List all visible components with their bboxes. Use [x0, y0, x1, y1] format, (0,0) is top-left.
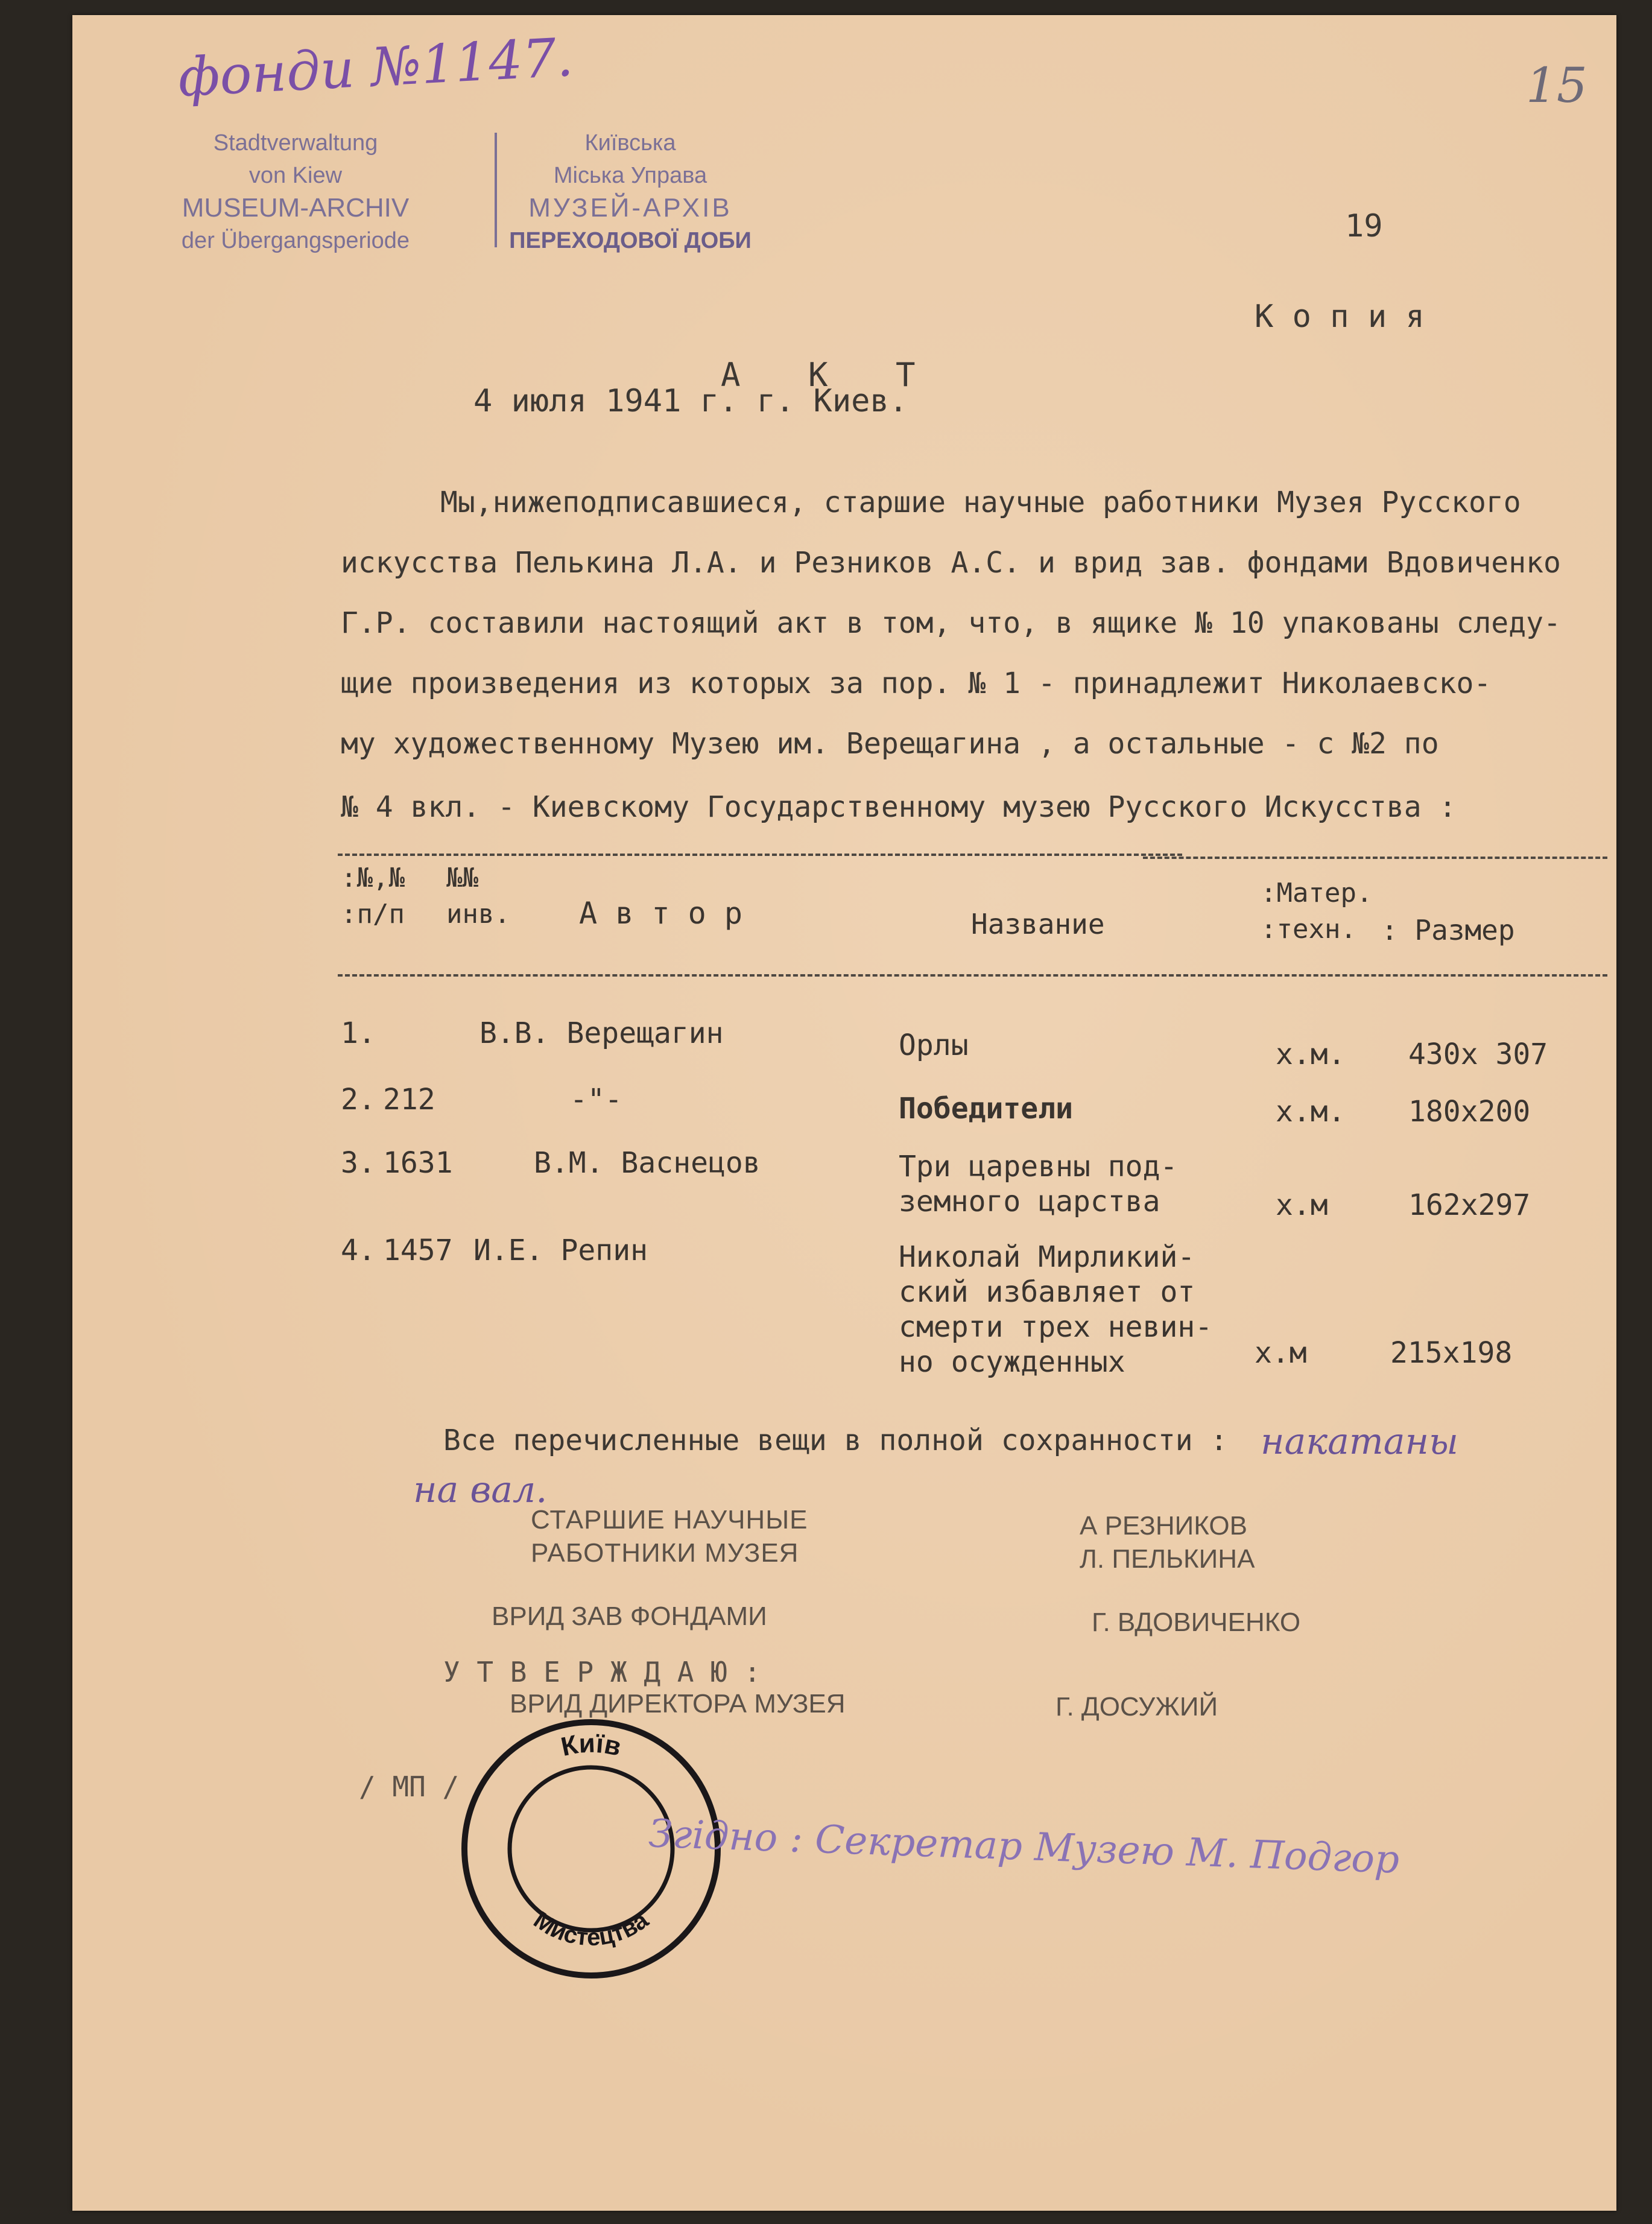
year-mark: 19 [1345, 208, 1383, 244]
row-size: 215х198 [1390, 1336, 1513, 1370]
signature-name: Л. ПЕЛЬКИНА [1080, 1544, 1255, 1574]
stamp-line: ПЕРЕХОДОВОЇ ДОБИ [509, 228, 752, 253]
row-tech: х.м. [1276, 1095, 1346, 1129]
row-tech: х.м [1276, 1188, 1328, 1222]
body-line: Мы,нижеподписавшиеся, старшие научные работники Музея Русского [440, 486, 1521, 519]
certification-note: Згідно : Секретар Музею М. Подгор [648, 1811, 1400, 1883]
seal-bottom-text: Мистецтва [528, 1906, 654, 1951]
copy-label: К о п и я [1255, 299, 1425, 335]
approve-name: Г. ДОСУЖИЙ [1055, 1692, 1218, 1722]
row-title: Николай Мирликий- ский избавляет от смерти трех невин- но осужденных [899, 1240, 1213, 1379]
stamp-line: Київська [584, 130, 676, 156]
condition-line: Все перечисленные вещи в полной сохранности : [443, 1424, 1228, 1457]
svg-text:Мистецтва [529, 1907, 654, 1951]
document-title: А К Т [721, 356, 940, 394]
row-title: Орлы [899, 1028, 969, 1062]
row-author: И.Е. Репин [473, 1234, 648, 1267]
row-inv: 1457 [383, 1234, 453, 1267]
row-num: 2. [341, 1083, 376, 1117]
row-num: 3. [341, 1146, 376, 1180]
row-num: 1. [341, 1016, 376, 1050]
row-inv: 212 [383, 1083, 435, 1117]
header-material-1: :Матер. [1261, 878, 1373, 908]
row-inv: 1631 [383, 1146, 453, 1180]
approve-role: ВРИД ДИРЕКТОРА МУЗЕЯ [510, 1689, 846, 1719]
signature-label: СТАРШИЕ НАУЧНЫЕ [531, 1505, 808, 1535]
stamp-line: Міська Управа [553, 163, 707, 188]
body-line: Г.Р. составили настоящий акт в том, что, в ящике № 10 упакованы следу- [341, 606, 1561, 640]
body-line: му художественному Музею им. Верещагина , а остальные - с №2 по [341, 727, 1439, 761]
body-line: щие произведения из которых за пор. № 1 - принадлежит Николаевско- [341, 667, 1492, 700]
header-title: Название [971, 908, 1105, 940]
table-top-rule [338, 854, 1182, 856]
header-inv-2: инв. [446, 899, 510, 930]
row-size: 180х200 [1408, 1095, 1531, 1129]
rolled-note-1: накатаны [1261, 1421, 1458, 1463]
archive-stamp-german [157, 127, 434, 257]
stamp-line: von Kiew [248, 163, 343, 188]
table-header-rule [338, 974, 1607, 977]
svg-text:Київ [559, 1729, 624, 1762]
archive-stamp-ukrainian [492, 127, 769, 257]
seal-place-label: / МП / [359, 1770, 460, 1803]
row-author: В.В. Верещагин [479, 1016, 724, 1050]
row-tech: х.м [1255, 1336, 1307, 1370]
signature-label: ВРИД ЗАВ ФОНДАМИ [492, 1601, 767, 1631]
sheet-number: 15 [1526, 57, 1587, 113]
header-num-1: :№,№ [341, 863, 405, 893]
row-author: -"- [570, 1083, 622, 1117]
header-num-2: :п/п [341, 899, 405, 930]
archive-stamp [157, 127, 766, 265]
row-size: 162х297 [1408, 1188, 1531, 1222]
table-top-rule-right [1143, 857, 1607, 859]
rolled-note-2: на вал. [413, 1469, 548, 1511]
stamp-line: MUSEUM-ARCHIV [182, 193, 410, 223]
seal-top-text: Київ [558, 1728, 624, 1762]
header-size: : Размер [1381, 914, 1515, 946]
row-size: 430х 307 [1408, 1038, 1548, 1071]
signature-label: РАБОТНИКИ МУЗЕЯ [531, 1538, 799, 1568]
stamp-line: Stadtverwaltung [213, 130, 378, 156]
header-inv-1: №№ [446, 863, 478, 893]
row-title: Победители [899, 1092, 1073, 1126]
row-author: В.М. Васнецов [534, 1146, 761, 1180]
signature-name: А РЕЗНИКОВ [1080, 1511, 1247, 1541]
date-line: 4 июля 1941 г. г. Киев. [473, 383, 908, 419]
stamp-line: der Übergangsperiode [181, 228, 410, 253]
row-num: 4. [341, 1234, 376, 1267]
header-material-2: :техн. [1261, 914, 1356, 945]
body-line: искусства Пелькина Л.А. и Резников А.С. и врид зав. фондами Вдовиченко [341, 546, 1561, 580]
handwritten-fond-note: фонди №1147. [176, 25, 575, 109]
signature-name: Г. ВДОВИЧЕНКО [1092, 1608, 1301, 1637]
stamp-line: МУЗЕЙ-АРХІВ [528, 193, 732, 223]
row-tech: х.м. [1276, 1038, 1346, 1071]
row-title: Три царевны под- земного царства [899, 1150, 1178, 1218]
body-line: № 4 вкл. - Киевскому Государственному музею Русского Искусства : [341, 790, 1457, 824]
header-author: А в т о р [579, 896, 742, 931]
approve-label: У Т В Е Р Ж Д А Ю : [443, 1656, 761, 1688]
document-page [72, 15, 1616, 2211]
